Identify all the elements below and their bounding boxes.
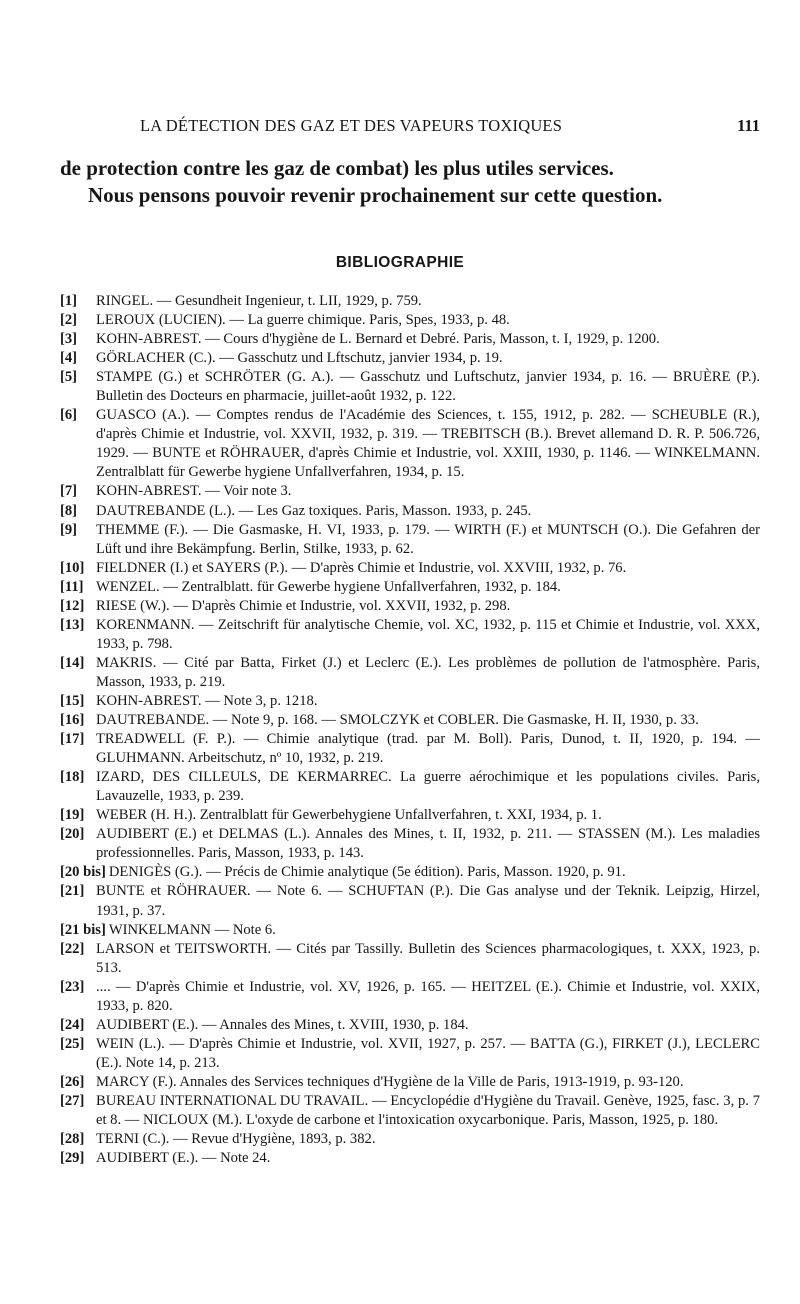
entry-text: BUREAU INTERNATIONAL DU TRAVAIL. — Encyclopédie d'Hygiène du Travail. Genève, 1925, fasc. 3, p. 7 et 8. — NICLOUX (M.). L'oxyde de carbone et l'intoxication oxycarbonique. Paris, Masson, 1925, p. 180.	[96, 1092, 760, 1129]
entry-text: MAKRIS. — Cité par Batta, Firket (J.) et Leclerc (E.). Les problèmes de pollution de l'atmosphère. Paris, Masson, 1933, p. 219.	[96, 654, 760, 690]
bibliography-entry	[60, 330, 760, 349]
entry-number: [16]	[60, 712, 85, 729]
entry-text: DAUTREBANDE (L.). — Les Gaz toxiques. Paris, Masson. 1933, p. 245.	[96, 502, 532, 519]
entry-text: WENZEL. — Zentralblatt. für Gewerbe hygiene Unfallverfahren, 1932, p. 184.	[96, 578, 561, 595]
bibliography-entry	[60, 482, 760, 501]
entry-text: DAUTREBANDE. — Note 9, p. 168. — SMOLCZYK et COBLER. Die Gasmaske, H. II, 1930, p. 33.	[96, 712, 699, 729]
entry-number: [20 bis]	[60, 864, 106, 881]
entry-number: [12]	[60, 597, 85, 614]
entry-number: [19]	[60, 807, 85, 824]
entry-text: MARCY (F.). Annales des Services techniques d'Hygiène de la Ville de Paris, 1913-1919, p. 93-120.	[96, 1073, 684, 1090]
bibliography-entry	[60, 406, 760, 482]
entry-text: GUASCO (A.). — Comptes rendus de l'Académie des Sciences, t. 155, 1912, p. 282. — SCHEUBLE (R.), d'après Chimie et Industrie, vol. XXVII, 1932, p. 319. — TREBITSCH (B.). Brevet allemand D. R. P. 506.726, 1929. — BUNTE et RÖHRAUER, d'après Chimie et Industrie, vol. XXIII, 1930, p. 1146. — WINKELMANN. Zentralblatt für Gewerbe hygiene Unfallverfahren, 1934, p. 15.	[96, 407, 760, 481]
entry-number: [15]	[60, 692, 85, 709]
entry-text: KOHN-ABREST. — Voir note 3.	[96, 483, 292, 500]
entry-text: WEIN (L.). — D'après Chimie et Industrie, vol. XVII, 1927, p. 257. — BATTA (G.), FIRKET (J.), LECLERC (E.). Note 14, p. 213.	[96, 1035, 760, 1071]
entry-text: TERNI (C.). — Revue d'Hygiène, 1893, p. 382.	[96, 1131, 376, 1148]
entry-text: RINGEL. — Gesundheit Ingenieur, t. LII, 1929, p. 759.	[96, 293, 422, 309]
entry-number: [13]	[60, 616, 85, 633]
bibliography-entry	[60, 1092, 760, 1130]
bibliography-entry	[60, 654, 760, 692]
intro-paragraph	[60, 155, 760, 209]
bibliography-entry	[60, 521, 760, 559]
bibliography-list	[60, 292, 760, 1168]
entry-number: [11]	[60, 578, 84, 595]
entry-text: FIELDNER (I.) et SAYERS (P.). — D'après Chimie et Industrie, vol. XXVIII, 1932, p. 76.	[96, 559, 627, 576]
bibliography-entry	[60, 502, 760, 521]
entry-number: [24]	[60, 1016, 85, 1033]
entry-text: TREADWELL (F. P.). — Chimie analytique (trad. par M. Boll). Paris, Dunod, t. II, 1920, p. 194. — GLUHMANN. Arbeitschutz, nº 10, 1932, p. 219.	[96, 731, 760, 767]
entry-text: KORENMANN. — Zeitschrift für analytische Chemie, vol. XC, 1932, p. 115 et Chimie et Industrie, vol. XXX, 1933, p. 798.	[96, 616, 760, 652]
entry-number: [1]	[60, 293, 78, 309]
entry-number: [26]	[60, 1073, 85, 1090]
entry-number: [4]	[60, 350, 78, 367]
bibliography-entry	[60, 882, 760, 920]
entry-number: [8]	[60, 502, 78, 519]
entry-text: AUDIBERT (E.). — Annales des Mines, t. XVIII, 1930, p. 184.	[96, 1016, 469, 1033]
entry-number: [25]	[60, 1035, 85, 1052]
entry-number: [21]	[60, 883, 85, 900]
bibliography-entry	[60, 825, 760, 863]
entry-text: LARSON et TEITSWORTH. — Cités par Tassilly. Bulletin des Sciences pharmacologiques, t. XXX, 1923, p. 513.	[96, 940, 760, 976]
entry-number: [10]	[60, 559, 85, 576]
running-header	[60, 116, 760, 138]
entry-text: IZARD, DES CILLEULS, DE KERMARREC. La guerre aérochimique et les populations civiles. Paris, Lavauzelle, 1933, p. 239.	[96, 769, 760, 805]
entry-text: THEMME (F.). — Die Gasmaske, H. VI, 1933, p. 179. — WIRTH (F.) et MUNTSCH (O.). Die Gefahren der Lüft und ihre Bekämpfung. Berlin, Stilke, 1933, p. 62.	[96, 521, 760, 557]
entry-number: [20]	[60, 826, 85, 843]
bibliography-heading: BIBLIOGRAPHIE	[335, 254, 465, 271]
entry-number: [22]	[60, 940, 85, 957]
bibliography-entry	[60, 292, 760, 311]
entry-number: [27]	[60, 1092, 85, 1109]
entry-number: [23]	[60, 978, 85, 995]
entry-text: DENIGÈS (G.). — Précis de Chimie analytique (5e édition). Paris, Masson. 1920, p. 91.	[108, 864, 626, 881]
bibliography-entry	[60, 597, 760, 616]
bibliography-entry	[60, 730, 760, 768]
entry-number: [6]	[60, 407, 78, 424]
bibliography-entry	[60, 1016, 760, 1035]
entry-text: RIESE (W.). — D'après Chimie et Industrie, vol. XXVII, 1932, p. 298.	[96, 597, 511, 614]
entry-number: [21 bis]	[60, 921, 106, 938]
entry-number: [18]	[60, 769, 85, 786]
entry-text: BUNTE et RÖHRAUER. — Note 6. — SCHUFTAN (P.). Die Gas analyse und der Teknik. Leipzig, Hirzel, 1931, p. 37.	[96, 883, 760, 919]
bibliography-entry	[60, 559, 760, 578]
page-number: 111	[737, 116, 760, 135]
entry-text: GÖRLACHER (C.). — Gasschutz und Lftschutz, janvier 1934, p. 19.	[96, 350, 503, 367]
entry-text: KOHN-ABREST. — Note 3, p. 1218.	[96, 692, 318, 709]
entry-number: [28]	[60, 1131, 85, 1148]
entry-text: AUDIBERT (E.) et DELMAS (L.). Annales des Mines, t. II, 1932, p. 211. — STASSEN (M.). Les maladies professionnelles. Paris, Masson, 1933, p. 143.	[96, 826, 760, 862]
bibliography-entry	[60, 578, 760, 597]
bibliography-entry	[60, 616, 760, 654]
bibliography-entry	[60, 940, 760, 978]
entry-text: KOHN-ABREST. — Cours d'hygiène de L. Bernard et Debré. Paris, Masson, t. I, 1929, p. 1200.	[96, 331, 660, 348]
entry-number: [17]	[60, 731, 85, 748]
bibliography-entry	[60, 692, 760, 711]
entry-text: STAMPE (G.) et SCHRÖTER (G. A.). — Gasschutz und Luftschutz, janvier 1934, p. 16. — BRUÈRE (P.). Bulletin des Docteurs en pharmacie, juillet-août 1932, p. 122.	[96, 369, 760, 405]
bibliography-entry	[60, 863, 760, 882]
bibliography-entry	[60, 806, 760, 825]
intro-line: de protection contre les gaz de combat) les plus utiles services.	[60, 156, 614, 180]
entry-number: [9]	[60, 521, 78, 538]
entry-number: [3]	[60, 331, 78, 348]
bibliography-entry	[60, 1073, 760, 1092]
bibliography-entry	[60, 1035, 760, 1073]
entry-text: .... — D'après Chimie et Industrie, vol. XV, 1926, p. 165. — HEITZEL (E.). Chimie et Industrie, vol. XXIX, 1933, p. 820.	[96, 978, 760, 1014]
bibliography-entry	[60, 768, 760, 806]
bibliography-entry	[60, 978, 760, 1016]
entry-text: WINKELMANN — Note 6.	[108, 921, 276, 938]
entry-number: [2]	[60, 312, 78, 329]
bibliography-entry	[60, 711, 760, 730]
bibliography-entry	[60, 349, 760, 368]
bibliography-entry	[60, 311, 760, 330]
entry-number: [7]	[60, 483, 78, 500]
intro-line: Nous pensons pouvoir revenir prochainement sur cette question.	[88, 183, 663, 207]
entry-number: [29]	[60, 1150, 85, 1167]
running-title: LA DÉTECTION DES GAZ ET DES VAPEURS TOXIQUES	[140, 116, 563, 135]
entry-text: LEROUX (LUCIEN). — La guerre chimique. Paris, Spes, 1933, p. 48.	[96, 312, 510, 329]
entry-text: AUDIBERT (E.). — Note 24.	[96, 1150, 271, 1167]
entry-text: WEBER (H. H.). Zentralblatt für Gewerbehygiene Unfallverfahren, t. XXI, 1934, p. 1.	[96, 807, 602, 824]
bibliography-entry	[60, 1149, 760, 1168]
bibliography-entry	[60, 921, 760, 940]
bibliography-entry	[60, 1130, 760, 1149]
entry-number: [14]	[60, 654, 85, 671]
entry-number: [5]	[60, 369, 78, 386]
bibliography-entry	[60, 368, 760, 406]
